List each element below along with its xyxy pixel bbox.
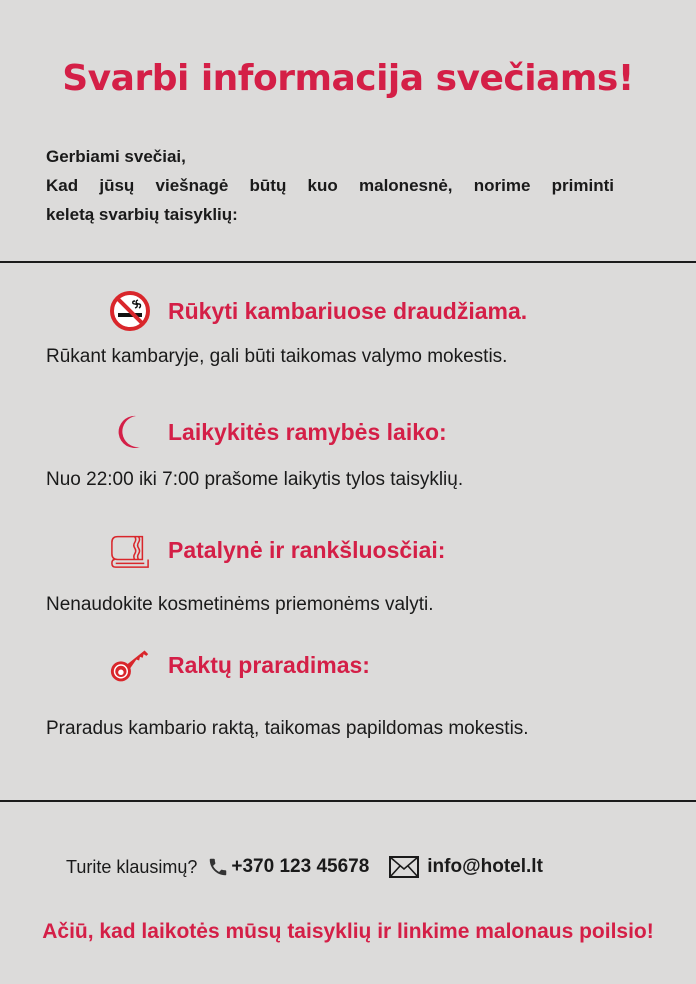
contact-line [66, 856, 543, 878]
envelope-icon [389, 856, 419, 878]
phone-number: +370 123 45678 [231, 856, 370, 877]
section-heading-label: Laikykitės ramybės laiko: [168, 418, 447, 445]
folded-towel-icon [110, 530, 150, 570]
section-body-no-smoking: Rūkant kambaryje, gali būti taikomas valymo mokestis. [46, 346, 508, 367]
intro-line-2: keletą svarbių taisyklių: [46, 205, 238, 224]
section-heading-label: Patalynė ir rankšluosčiai: [168, 536, 446, 563]
page-title: Svarbi informacija svečiams! [62, 58, 634, 99]
section-heading-bedding [110, 530, 445, 570]
intro-line-1: Kad jūsų viešnagė būtų kuo malonesnė, norime priminti [46, 176, 614, 195]
section-heading-quiet-hours [110, 412, 447, 452]
thank-you-message: Ačiū, kad laikotės mūsų taisyklių ir linkime malonaus poilsio! [42, 920, 654, 943]
section-body-lost-keys: Praradus kambario raktą, taikomas papildomas mokestis. [46, 718, 529, 739]
section-heading-lost-keys [110, 645, 370, 685]
top-divider [0, 261, 696, 263]
email-address: info@hotel.lt [427, 856, 543, 877]
section-heading-label: Raktų praradimas: [168, 651, 370, 678]
no-smoking-icon [110, 291, 150, 331]
section-heading-no-smoking [110, 291, 527, 331]
crescent-moon-icon [110, 412, 150, 452]
phone-icon [207, 856, 229, 878]
greeting: Gerbiami svečiai, [46, 147, 186, 166]
bottom-divider [0, 800, 696, 802]
section-heading-label: Rūkyti kambariuose draudžiama. [168, 297, 528, 324]
key-icon [110, 645, 150, 685]
section-body-quiet-hours: Nuo 22:00 iki 7:00 prašome laikytis tylos taisyklių. [46, 469, 464, 490]
intro-text [46, 142, 614, 229]
contact-question: Turite klausimų? [66, 856, 198, 877]
section-body-bedding: Nenaudokite kosmetinėms priemonėms valyti. [46, 594, 434, 615]
phone-contact[interactable] [207, 856, 369, 878]
email-contact[interactable] [389, 856, 543, 878]
